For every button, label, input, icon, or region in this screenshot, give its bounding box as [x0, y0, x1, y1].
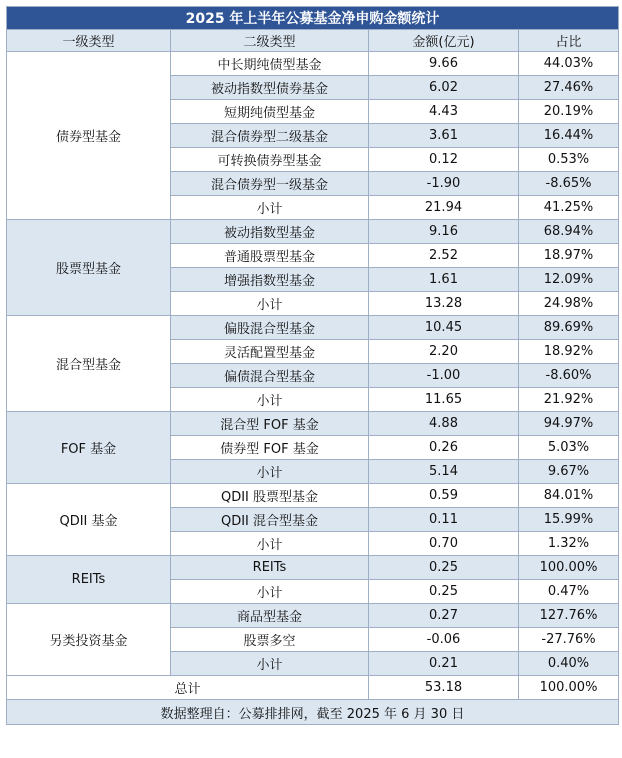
- level1-type-cell: 债券型基金: [7, 52, 171, 220]
- level1-type-cell: 另类投资基金: [7, 604, 171, 676]
- level2-type-cell: 小计: [171, 580, 369, 604]
- percentage-cell: 18.92%: [519, 340, 619, 364]
- percentage-cell: 16.44%: [519, 124, 619, 148]
- amount-cell: 4.88: [369, 412, 519, 436]
- level2-type-cell: REITs: [171, 556, 369, 580]
- table-row: [7, 604, 619, 628]
- amount-cell: 4.43: [369, 100, 519, 124]
- level2-type-cell: 股票多空: [171, 628, 369, 652]
- level2-type-cell: 可转换债券型基金: [171, 148, 369, 172]
- header-level2-type: 二级类型: [171, 30, 369, 52]
- total-percentage: 100.00%: [519, 676, 619, 700]
- percentage-cell: 0.47%: [519, 580, 619, 604]
- amount-cell: -1.00: [369, 364, 519, 388]
- percentage-cell: 5.03%: [519, 436, 619, 460]
- table-row: [7, 220, 619, 244]
- amount-cell: 0.25: [369, 580, 519, 604]
- percentage-cell: 68.94%: [519, 220, 619, 244]
- level2-type-cell: 增强指数型基金: [171, 268, 369, 292]
- level2-type-cell: 混合债券型一级基金: [171, 172, 369, 196]
- table-row: [7, 556, 619, 580]
- header-amount: 金额(亿元): [369, 30, 519, 52]
- amount-cell: 0.26: [369, 436, 519, 460]
- amount-cell: 13.28: [369, 292, 519, 316]
- amount-cell: 3.61: [369, 124, 519, 148]
- percentage-cell: -8.60%: [519, 364, 619, 388]
- level2-type-cell: 小计: [171, 388, 369, 412]
- percentage-cell: 9.67%: [519, 460, 619, 484]
- level2-type-cell: 小计: [171, 532, 369, 556]
- amount-cell: 9.16: [369, 220, 519, 244]
- level1-type-cell: REITs: [7, 556, 171, 604]
- level2-type-cell: 小计: [171, 196, 369, 220]
- level2-type-cell: 偏债混合型基金: [171, 364, 369, 388]
- amount-cell: 21.94: [369, 196, 519, 220]
- level2-type-cell: 小计: [171, 652, 369, 676]
- level2-type-cell: 被动指数型基金: [171, 220, 369, 244]
- percentage-cell: -8.65%: [519, 172, 619, 196]
- level2-type-cell: 中长期纯债型基金: [171, 52, 369, 76]
- amount-cell: 5.14: [369, 460, 519, 484]
- percentage-cell: 127.76%: [519, 604, 619, 628]
- level2-type-cell: QDII 股票型基金: [171, 484, 369, 508]
- amount-cell: 11.65: [369, 388, 519, 412]
- table-body: [7, 52, 619, 676]
- amount-cell: 0.12: [369, 148, 519, 172]
- level2-type-cell: 偏股混合型基金: [171, 316, 369, 340]
- percentage-cell: 0.53%: [519, 148, 619, 172]
- level1-type-cell: FOF 基金: [7, 412, 171, 484]
- amount-cell: 0.59: [369, 484, 519, 508]
- percentage-cell: 100.00%: [519, 556, 619, 580]
- amount-cell: 0.11: [369, 508, 519, 532]
- amount-cell: 0.27: [369, 604, 519, 628]
- level1-type-cell: 股票型基金: [7, 220, 171, 316]
- percentage-cell: 89.69%: [519, 316, 619, 340]
- table-row: [7, 412, 619, 436]
- level2-type-cell: 被动指数型债券基金: [171, 76, 369, 100]
- fund-table-sheet: [6, 6, 618, 725]
- amount-cell: 2.52: [369, 244, 519, 268]
- table-row: [7, 316, 619, 340]
- amount-cell: 0.21: [369, 652, 519, 676]
- level2-type-cell: 混合型 FOF 基金: [171, 412, 369, 436]
- percentage-cell: 1.32%: [519, 532, 619, 556]
- source-note: 数据整理自：公募排排网，截至 2025 年 6 月 30 日: [7, 700, 619, 725]
- amount-cell: 0.25: [369, 556, 519, 580]
- level2-type-cell: 短期纯债型基金: [171, 100, 369, 124]
- percentage-cell: 84.01%: [519, 484, 619, 508]
- level2-type-cell: QDII 混合型基金: [171, 508, 369, 532]
- percentage-cell: 15.99%: [519, 508, 619, 532]
- level2-type-cell: 小计: [171, 460, 369, 484]
- table-row: [7, 52, 619, 76]
- amount-cell: 6.02: [369, 76, 519, 100]
- table-title: 2025 年上半年公募基金净申购金额统计: [7, 7, 619, 30]
- level1-type-cell: 混合型基金: [7, 316, 171, 412]
- amount-cell: 9.66: [369, 52, 519, 76]
- percentage-cell: 21.92%: [519, 388, 619, 412]
- amount-cell: 1.61: [369, 268, 519, 292]
- percentage-cell: 0.40%: [519, 652, 619, 676]
- amount-cell: 0.70: [369, 532, 519, 556]
- percentage-cell: 12.09%: [519, 268, 619, 292]
- percentage-cell: 18.97%: [519, 244, 619, 268]
- total-label: 总计: [7, 676, 369, 700]
- level2-type-cell: 商品型基金: [171, 604, 369, 628]
- percentage-cell: 20.19%: [519, 100, 619, 124]
- level2-type-cell: 灵活配置型基金: [171, 340, 369, 364]
- amount-cell: 10.45: [369, 316, 519, 340]
- amount-cell: 2.20: [369, 340, 519, 364]
- percentage-cell: 41.25%: [519, 196, 619, 220]
- table-row: [7, 484, 619, 508]
- percentage-cell: 94.97%: [519, 412, 619, 436]
- header-percentage: 占比: [519, 30, 619, 52]
- level2-type-cell: 债券型 FOF 基金: [171, 436, 369, 460]
- level2-type-cell: 混合债券型二级基金: [171, 124, 369, 148]
- percentage-cell: 44.03%: [519, 52, 619, 76]
- level2-type-cell: 普通股票型基金: [171, 244, 369, 268]
- percentage-cell: -27.76%: [519, 628, 619, 652]
- total-amount: 53.18: [369, 676, 519, 700]
- level2-type-cell: 小计: [171, 292, 369, 316]
- percentage-cell: 24.98%: [519, 292, 619, 316]
- percentage-cell: 27.46%: [519, 76, 619, 100]
- amount-cell: -1.90: [369, 172, 519, 196]
- header-level1-type: 一级类型: [7, 30, 171, 52]
- fund-statistics-table: [6, 6, 619, 725]
- level1-type-cell: QDII 基金: [7, 484, 171, 556]
- amount-cell: -0.06: [369, 628, 519, 652]
